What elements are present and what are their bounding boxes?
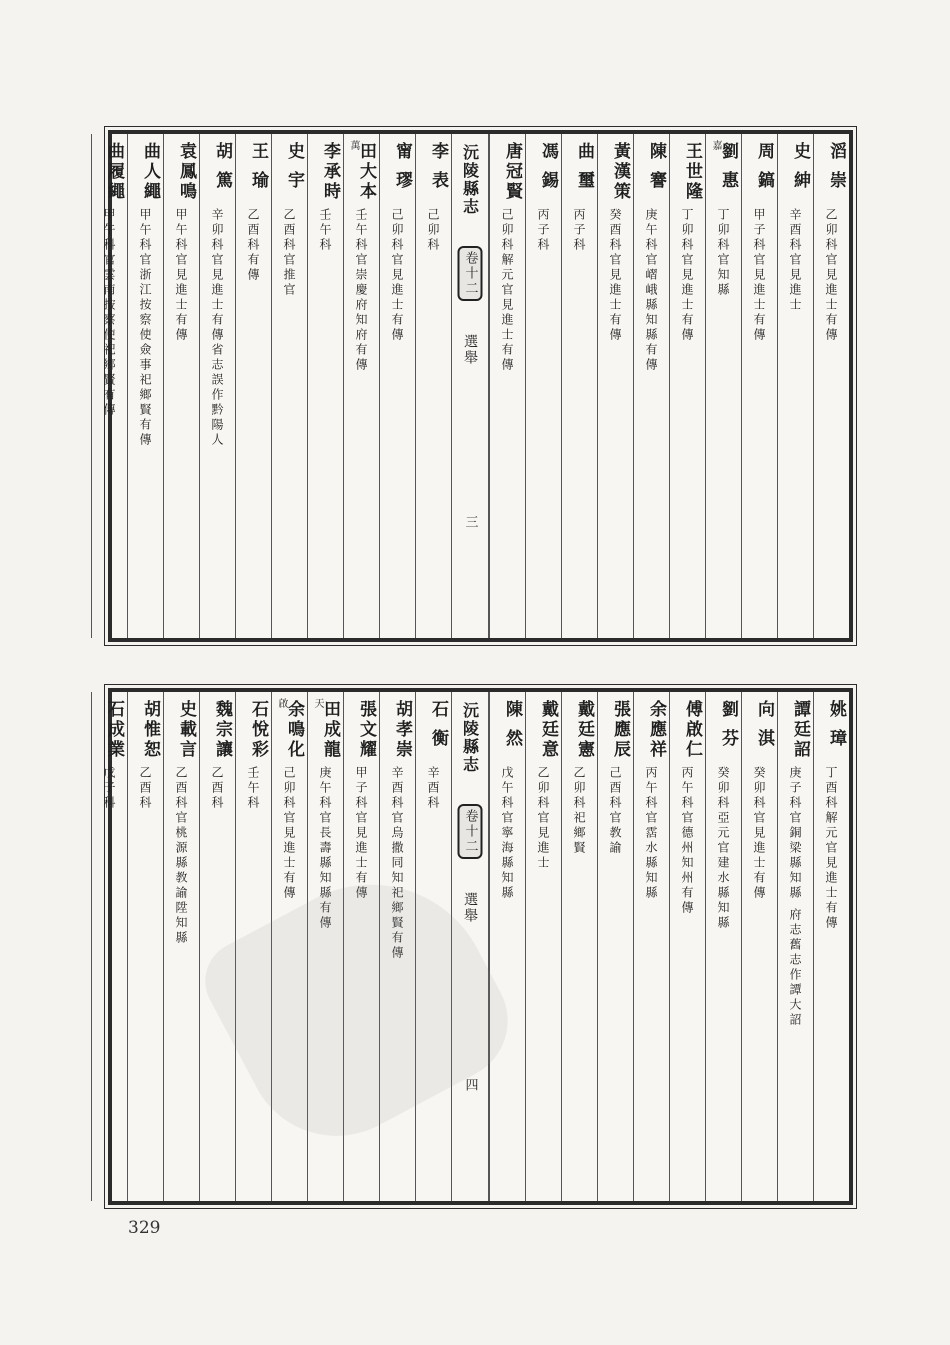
- entry-column: [271, 134, 307, 638]
- entry-column: [741, 692, 777, 1201]
- entry-note: 甲子科官見進士有傳: [752, 208, 766, 343]
- entry-note: 甲午科官見進士有傳: [174, 208, 188, 343]
- entry-note: 己卯科官見進士有傳: [282, 766, 296, 901]
- entry-name: 周 鎬: [754, 142, 774, 191]
- entry-note: 甲午科官浙江按察使僉事祀鄉賢有傳: [138, 208, 152, 448]
- entry-name: 史 紳: [790, 142, 810, 191]
- entry-note: 乙酉科有傳: [246, 208, 260, 283]
- entry-column: [813, 692, 849, 1201]
- entry-column: [91, 692, 127, 1201]
- entry-note: 庚午科官長壽縣知縣有傳: [318, 766, 332, 931]
- entry-note: 丙午科官德州知州有傳: [680, 766, 694, 916]
- entry-note: 辛酉科官烏撒同知祀鄉賢有傳: [390, 766, 404, 961]
- header-leaf: 三: [462, 515, 478, 528]
- entry-column: [705, 134, 741, 638]
- entry-name: 戴廷憲: [574, 700, 594, 760]
- entry-note: 乙酉科: [210, 766, 224, 811]
- entry-name: 陳 然: [502, 700, 522, 749]
- entry-column: [127, 134, 163, 638]
- entry-column: [235, 134, 271, 638]
- entry-note: 壬午科官崇慶府知府有傳: [354, 208, 368, 373]
- entry-note: 己卯科解元官見進士有傳: [500, 208, 514, 373]
- entry-column: [91, 134, 127, 638]
- entry-column: [705, 692, 741, 1201]
- entry-note: 己卯科: [426, 208, 440, 253]
- entry-column: [163, 134, 199, 638]
- entry-name: 李 表: [428, 142, 448, 191]
- entry-column: [633, 692, 669, 1201]
- entry-name: 姚 璋: [826, 700, 846, 749]
- entry-name: 戴廷意: [538, 700, 558, 760]
- entry-note: 癸卯科亞元官建水縣知縣: [716, 766, 730, 931]
- entry-name: 余應祥: [646, 700, 666, 760]
- entry-note: 乙卯科官見進士: [536, 766, 550, 871]
- entry-note: 乙卯科祀鄉賢: [572, 766, 586, 856]
- entry-name: 袁鳳鳴: [176, 142, 196, 202]
- entry-name: 唐冠賢: [502, 142, 522, 202]
- era-marker: 啟: [276, 698, 287, 708]
- entry-name: 馮 錫: [538, 142, 558, 191]
- entry-name: 王 瑜: [248, 142, 268, 191]
- entry-note: 戊午科官寧海縣知縣: [500, 766, 514, 901]
- entry-column: [597, 134, 633, 638]
- entry-column: [127, 692, 163, 1201]
- entry-name: 田成龍: [320, 700, 340, 760]
- entry-column: [741, 134, 777, 638]
- entry-column: [199, 134, 235, 638]
- page-number: 329: [128, 1218, 161, 1238]
- entry-column: [415, 134, 451, 638]
- entry-note: 乙酉科官推官: [282, 208, 296, 298]
- entry-column: [777, 134, 813, 638]
- entry-name: 石悅彩: [248, 700, 268, 760]
- entry-name: 石成業: [104, 700, 124, 760]
- entry-name: 甯 璆: [392, 142, 412, 191]
- entry-name: 曲人繩: [140, 142, 160, 202]
- entry-name: 李承時: [320, 142, 340, 202]
- header-section: 選舉: [462, 334, 478, 366]
- entry-column: [307, 134, 343, 638]
- entry-column: [813, 134, 849, 638]
- entry-note: 乙酉科官桃源縣教諭陞知縣: [174, 766, 188, 946]
- entry-note: 壬午科: [318, 208, 332, 253]
- entry-column: [525, 134, 561, 638]
- entry-note: 辛酉科官見進士: [788, 208, 802, 313]
- entry-name: 劉 芬: [718, 700, 738, 749]
- entry-name: 王世隆: [682, 142, 702, 202]
- entry-column: [163, 692, 199, 1201]
- entry-name: 余鳴化: [284, 700, 304, 760]
- top-page-block: [102, 130, 853, 642]
- entry-note: 辛卯科官見進士有傳省志誤作黔陽人: [210, 208, 224, 448]
- entry-name: 滔 崇: [826, 142, 846, 191]
- entry-name: 魏宗讓: [212, 700, 232, 760]
- entry-note: 丁酉科解元官見進士有傳: [824, 766, 838, 931]
- era-marker: 嘉: [710, 140, 721, 150]
- entry-column: [379, 134, 415, 638]
- entry-note: 壬午科: [246, 766, 260, 811]
- entry-note: 丙午科官霑水縣知縣: [644, 766, 658, 901]
- era-marker: 天: [312, 698, 323, 708]
- entry-column: [669, 134, 705, 638]
- entry-note: 庚午科官嶍峨縣知縣有傳: [644, 208, 658, 373]
- entry-note: 辛酉科: [426, 766, 440, 811]
- entry-column: [777, 692, 813, 1201]
- entry-note: 乙卯科官見進士有傳: [824, 208, 838, 343]
- entry-name: 曲 璽: [574, 142, 594, 191]
- entry-note: 己酉科官教諭: [608, 766, 622, 856]
- entry-note: 甲午科官雲南按察使祀鄉賢有傳: [102, 208, 116, 418]
- entry-note: 乙酉科: [138, 766, 152, 811]
- header-title: 沅陵縣志: [460, 144, 480, 216]
- era-marker: 萬: [348, 140, 359, 150]
- entry-note: 丙子科: [536, 208, 550, 253]
- entry-note: 癸卯科官見進士有傳: [752, 766, 766, 901]
- entry-column: [489, 692, 525, 1201]
- header-section: 選舉: [462, 892, 478, 924]
- entry-name: 胡惟恕: [140, 700, 160, 760]
- entry-column: [525, 692, 561, 1201]
- entry-note: 甲子科官見進士有傳: [354, 766, 368, 901]
- entry-note: 戊子科: [102, 766, 116, 811]
- entry-name: 譚廷詔: [790, 700, 810, 760]
- entry-note: 丁卯科官知縣: [716, 208, 730, 298]
- entry-note: 丁卯科官見進士有傳: [680, 208, 694, 343]
- entry-note: 癸酉科官見進士有傳: [608, 208, 622, 343]
- entry-note: 己卯科官見進士有傳: [390, 208, 404, 343]
- entry-name: 石 衡: [428, 700, 448, 749]
- entry-column: [561, 692, 597, 1201]
- entry-name: 向 淇: [754, 700, 774, 749]
- entry-column: [597, 692, 633, 1201]
- entry-name: 傅啟仁: [682, 700, 702, 760]
- header-volume: 卷十二: [458, 246, 483, 301]
- entry-column: [633, 134, 669, 638]
- entry-name: 史 宇: [284, 142, 304, 191]
- entry-name: 胡孝崇: [392, 700, 412, 760]
- entry-name: 張應辰: [610, 700, 630, 760]
- entry-name: 史載言: [176, 700, 196, 760]
- entry-name: 陳 謇: [646, 142, 666, 191]
- entry-column: [489, 134, 525, 638]
- center-header: [451, 134, 489, 638]
- entry-name: 黃漢策: [610, 142, 630, 202]
- entry-name: 田大本: [356, 142, 376, 202]
- entry-column: [561, 134, 597, 638]
- entry-note: 庚子科官銅梁縣知縣 府志舊志作譚大詔: [788, 766, 802, 1028]
- entry-column: [343, 134, 379, 638]
- entry-note: 丙子科: [572, 208, 586, 253]
- entry-name: 胡 篤: [212, 142, 232, 191]
- entry-name: 張文耀: [356, 700, 376, 760]
- entry-name: 曲履繩: [104, 142, 124, 202]
- header-title: 沅陵縣志: [460, 702, 480, 774]
- header-leaf: 四: [462, 1078, 478, 1091]
- entry-name: 劉 惠: [718, 142, 738, 191]
- bottom-page-block: [102, 688, 853, 1205]
- entry-column: [669, 692, 705, 1201]
- header-volume: 卷十二: [458, 804, 483, 859]
